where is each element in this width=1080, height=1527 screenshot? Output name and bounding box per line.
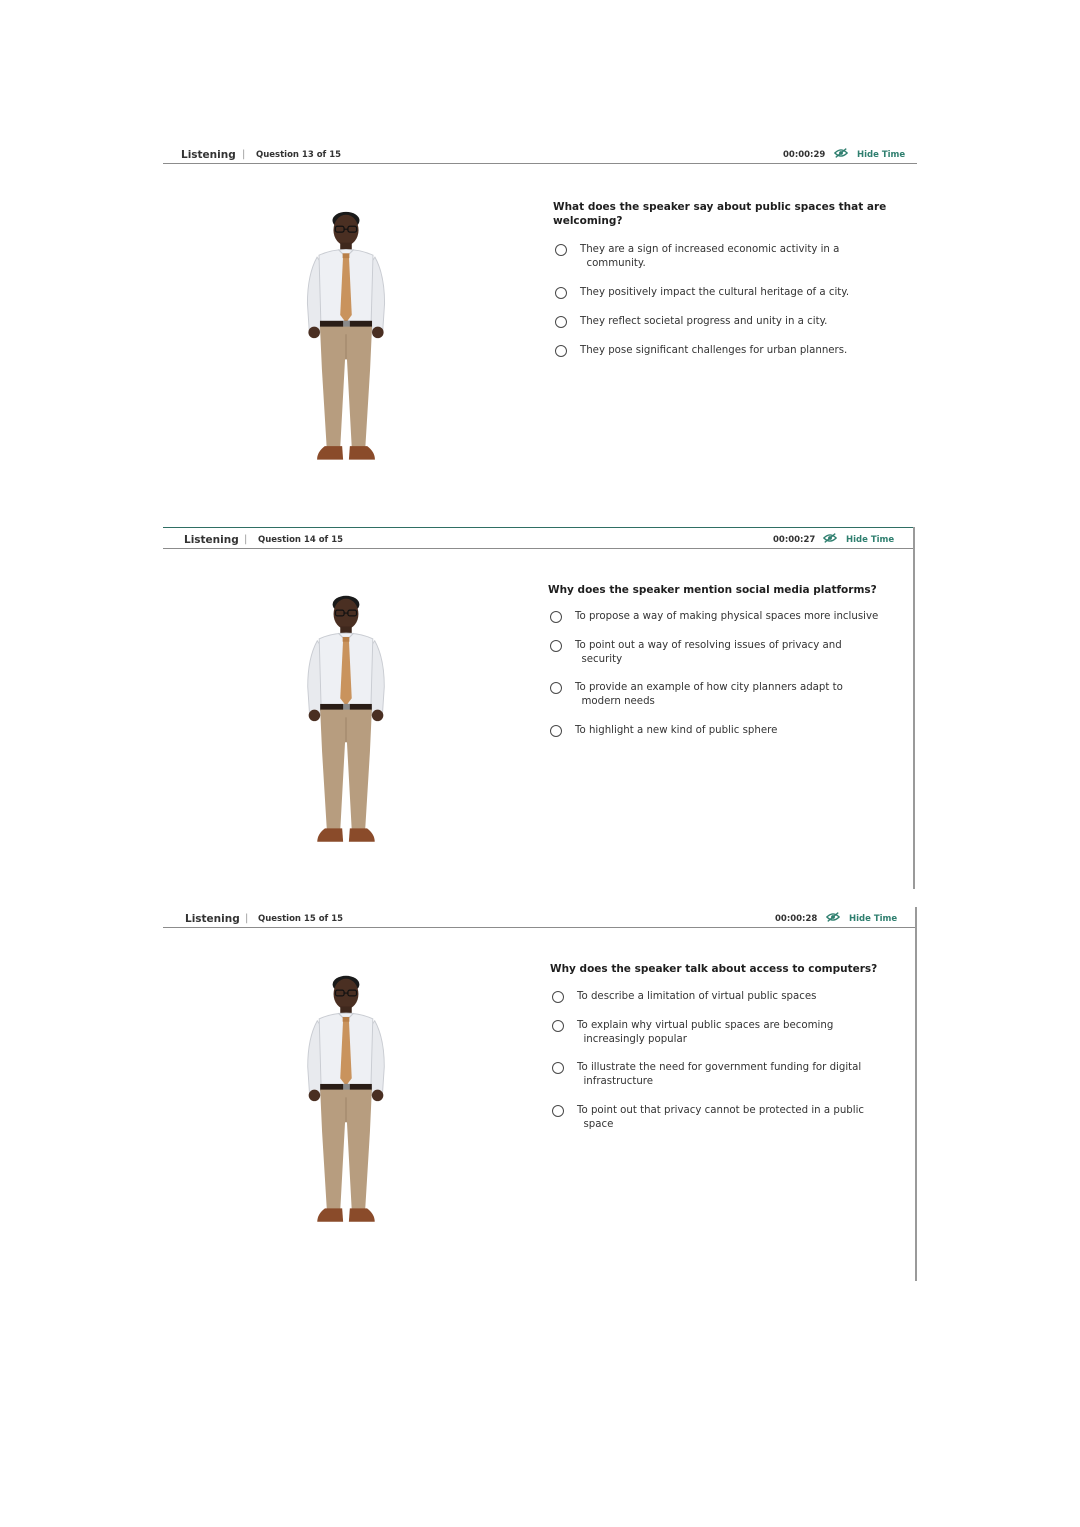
divider: | xyxy=(242,149,246,160)
top-bar xyxy=(163,907,915,928)
hide-time-button[interactable]: Hide Time xyxy=(846,535,895,545)
question-counter: Question 15 of 15 xyxy=(258,914,344,924)
section-label: Listening xyxy=(185,913,240,925)
question-counter: Question 13 of 15 xyxy=(256,150,342,160)
radio-button[interactable] xyxy=(550,611,562,623)
hide-time-button[interactable]: Hide Time xyxy=(849,914,898,924)
radio-button[interactable] xyxy=(552,1020,564,1032)
option-text: To point out a way of resolving issues of privacy and security xyxy=(575,640,842,665)
top-bar xyxy=(163,143,917,164)
speaker-figure xyxy=(287,207,405,477)
radio-button[interactable] xyxy=(555,287,567,299)
option-text: To describe a limitation of virtual public spaces xyxy=(577,991,817,1002)
question-text: Why does the speaker mention social media platforms? xyxy=(548,584,877,596)
question-panel-14 xyxy=(163,527,915,889)
question-panel-15 xyxy=(163,907,917,1281)
section-label: Listening xyxy=(181,149,236,161)
radio-button[interactable] xyxy=(552,1105,564,1117)
radio-button[interactable] xyxy=(550,725,562,737)
timer: 00:00:28 xyxy=(775,914,818,924)
radio-button[interactable] xyxy=(550,682,562,694)
question-counter: Question 14 of 15 xyxy=(258,535,344,545)
eye-slash-icon[interactable] xyxy=(834,147,848,159)
question-text: What does the speaker say about public spaces that are welcoming? xyxy=(553,201,887,227)
timer: 00:00:27 xyxy=(773,535,816,545)
radio-button[interactable] xyxy=(552,991,564,1003)
option-text: To explain why virtual public spaces are becoming increasingly popular xyxy=(577,1020,834,1045)
timer: 00:00:29 xyxy=(783,150,826,160)
radio-button[interactable] xyxy=(550,640,562,652)
radio-button[interactable] xyxy=(555,345,567,357)
radio-button[interactable] xyxy=(555,244,567,256)
option-text: To propose a way of making physical spaces more inclusive xyxy=(575,611,879,622)
hide-time-button[interactable]: Hide Time xyxy=(857,150,906,160)
option-text: To illustrate the need for government funding for digital infrastructure xyxy=(577,1062,862,1087)
option-text: They reflect societal progress and unity in a city. xyxy=(580,316,828,327)
section-label: Listening xyxy=(184,534,239,546)
eye-slash-icon[interactable] xyxy=(823,532,837,544)
radio-button[interactable] xyxy=(552,1062,564,1074)
option-text: They are a sign of increased economic activity in a community. xyxy=(580,244,840,269)
option-text: They positively impact the cultural heritage of a city. xyxy=(580,287,850,298)
radio-button[interactable] xyxy=(555,316,567,328)
option-text: To highlight a new kind of public sphere xyxy=(575,725,778,736)
option-text: To point out that privacy cannot be protected in a public space xyxy=(577,1105,865,1130)
option-text: They pose significant challenges for urban planners. xyxy=(580,345,848,356)
option-text: To provide an example of how city planners adapt to modern needs xyxy=(575,682,843,707)
speaker-figure xyxy=(287,591,405,859)
eye-slash-icon[interactable] xyxy=(826,911,840,923)
divider: | xyxy=(244,534,248,545)
question-panel-13 xyxy=(163,143,917,493)
top-bar xyxy=(163,527,913,549)
question-text: Why does the speaker talk about access to computers? xyxy=(550,963,878,975)
speaker-figure xyxy=(287,971,405,1239)
divider: | xyxy=(245,913,249,924)
